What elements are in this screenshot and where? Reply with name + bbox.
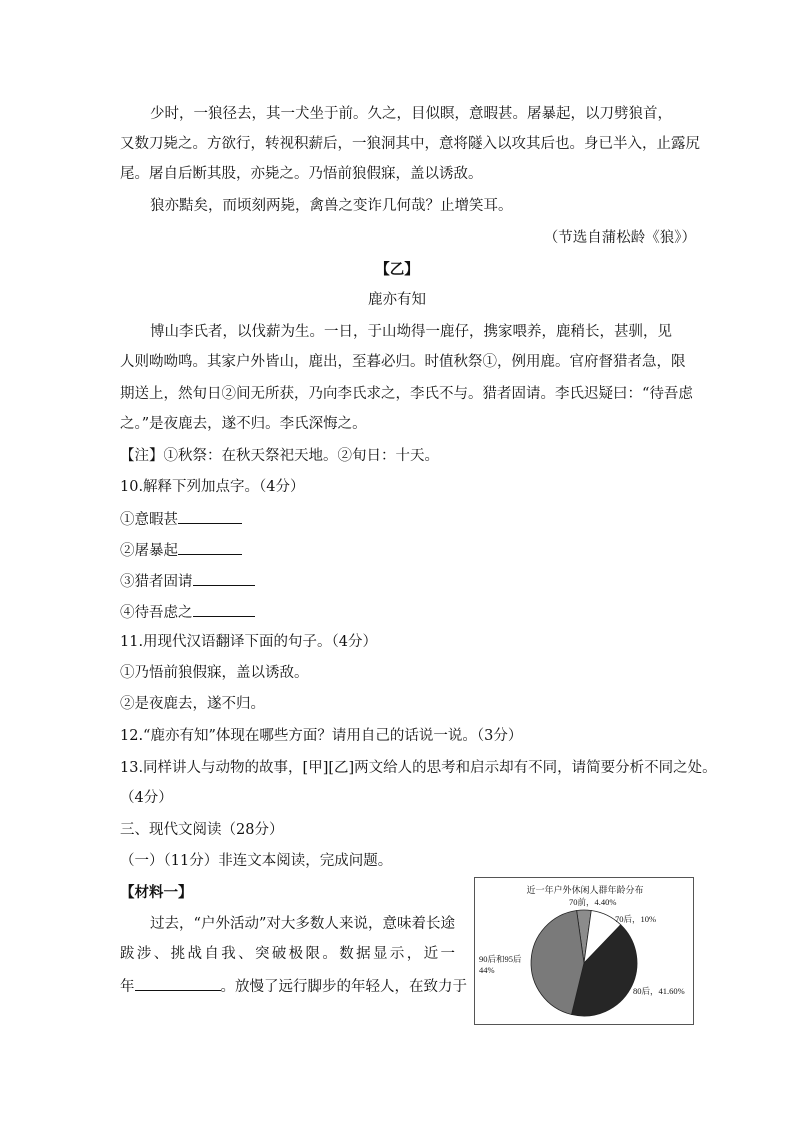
slice-70s-label: 70后，10% [615,914,657,924]
q10-item-4-text: ④待吾虑之 [120,605,193,621]
slice-80s-label: 80后，41.60% [633,986,685,996]
q10-item-2-text: ②屠暴起 [120,543,178,559]
answer-blank[interactable] [193,570,255,586]
yi-line-4: 之。”是夜鹿去，遂不归。李氏深悔之。 [120,416,367,432]
jia-paragraph-1-line-3: 尾。屠自后断其股，亦毙之。乃悟前狼假寐，盖以诱敌。 [120,166,483,182]
yi-line-3: 期送上，然旬日②间无所获，乃向李氏求之，李氏不与。猎者固请。李氏迟疑曰：“待吾虑 [120,386,693,402]
material-1-label: 【材料一】 [120,884,193,901]
question-10-item-2 [120,539,242,561]
q10-item-3-text: ③猎者固请 [120,574,193,590]
question-12: 12.“鹿亦有知”体现在哪些方面？请用自己的话说一说。（3分） [120,728,523,744]
material-1-line-3 [120,975,467,997]
answer-blank[interactable] [135,975,221,991]
material-1-line-3-end: 。放慢了远行脚步的年轻人，在致力于 [220,979,467,995]
jia-paragraph-2: 狼亦黠矣，而顷刻两毙，禽兽之变诈几何哉？止增笑耳。 [150,198,513,214]
question-11-item-2: ②是夜鹿去，遂不归。 [120,696,265,712]
question-13-line-2: （4分） [120,790,173,806]
chart-title: 近一年户外休闲人群年龄分布 [526,886,644,896]
answer-blank[interactable] [178,539,242,555]
pie-chart [475,878,693,1024]
age-distribution-chart [474,877,694,1025]
yi-note: 【注】①秋祭：在秋天祭祀天地。②旬日：十天。 [120,448,439,464]
yi-line-2: 人则呦呦鸣。其家户外皆山，鹿出，至暮必归。时值秋祭①，例用鹿。官府督猎者急，限 [120,354,686,370]
question-10-item-3 [120,570,255,592]
question-11: 11.用现代汉语翻译下面的句子。（4分） [120,634,378,650]
q10-item-1-text: ①意暇甚 [120,512,178,528]
slice-90s-95s-label: 90后和95后 [479,954,522,964]
material-1-line-1-text: 过去，“户外活动”对大多数人来说，意味着长途 [150,916,455,932]
material-1-line-2-text: 跋涉、挑战自我、突破极限。数据显示，近一 [120,946,455,962]
slice-90s-95s-label-percent: 44% [479,965,495,975]
question-11-item-1: ①乃悟前狼假寐，盖以诱敌。 [120,665,309,681]
yi-marker: 【乙】 [375,261,419,278]
yi-title: 鹿亦有知 [368,292,426,308]
question-10-item-1 [120,508,242,530]
yi-line-1: 博山李氏者，以伐薪为生。一日，于山坳得一鹿仔，携家喂养，鹿稍长，甚驯，见 [150,324,672,340]
section-3-subheading: （一）（11分）非连文本阅读，完成问题。 [120,853,393,869]
jia-paragraph-1-line-1: 少时，一狼径去，其一犬坐于前。久之，目似瞑，意暇甚。屠暴起，以刀劈狼首， [150,106,672,122]
jia-paragraph-1-line-2: 又数刀毙之。方欲行，转视积薪后，一狼洞其中，意将隧入以攻其后也。身已半入，止露尻 [120,136,700,152]
question-10: 10.解释下列加点字。（4分） [120,479,305,495]
section-3-heading: 三、现代文阅读（28分） [120,822,284,838]
jia-source: （节选自蒲松龄《狼》） [543,230,696,246]
answer-blank[interactable] [178,508,242,524]
material-1-line-3-start: 年 [120,979,135,995]
material-1-line-1 [150,914,455,934]
material-1-line-2 [120,944,455,964]
question-13-line-1: 13.同样讲人与动物的故事，[甲][乙]两文给人的思考和启示却有不同，请简要分析不同之处。 [120,760,717,776]
question-10-item-4 [120,601,255,623]
answer-blank[interactable] [193,601,255,617]
slice-70-before-label: 70前，4.40% [569,897,617,907]
